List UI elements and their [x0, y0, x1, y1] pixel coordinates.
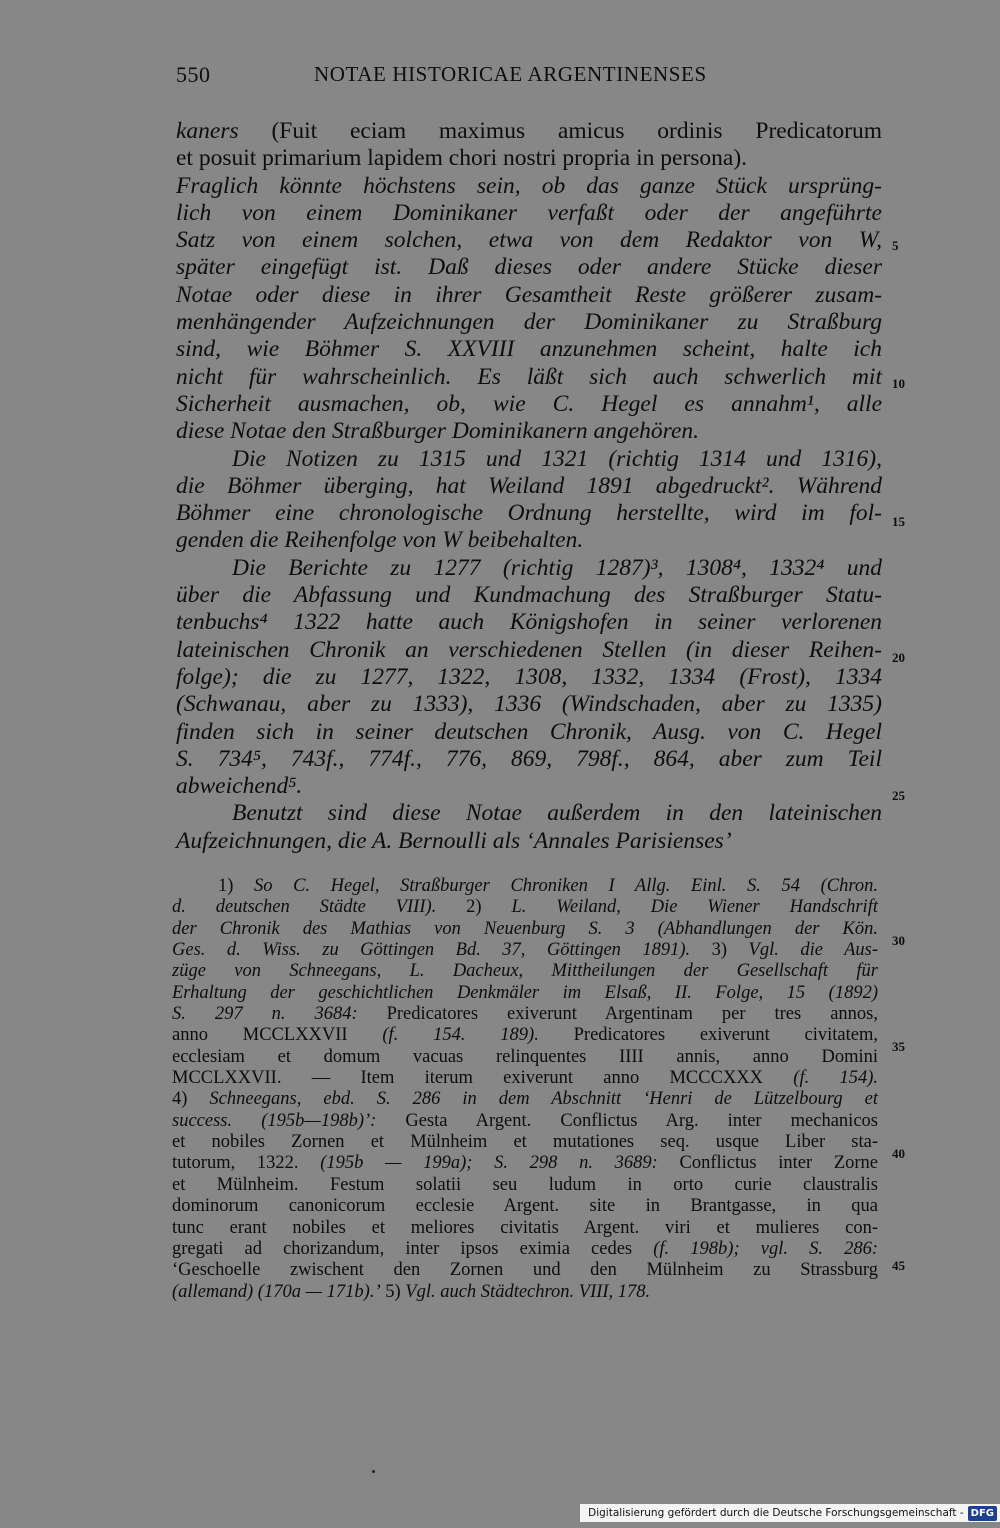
footnote-text-run: (f. 154).: [793, 1068, 878, 1089]
footnote-text-run: S. 297 n. 3684:: [172, 1004, 358, 1025]
body-text-run: lich von einem Dominikaner verfaßt oder der angeführte: [176, 199, 882, 226]
body-text-run: Sicherheit ausmachen, ob, wie C. Hegel es annahm¹, alle: [176, 390, 882, 417]
footnote-line: [172, 1111, 878, 1132]
footnote-text-run: Erhaltung der geschichtlichen Denkmäler im Elsaß, II. Folge, 15 (1892): [172, 982, 878, 1003]
body-line: [176, 828, 882, 855]
body-line: [176, 173, 882, 200]
footnote-text-run: der Chronik des Mathias von Neuenburg S. 3 (Abhandlungen der Kön.: [172, 918, 878, 939]
footnote-text-run: Predicatores exiverunt civitatem,: [538, 1025, 878, 1046]
footnote-line: [172, 876, 878, 897]
body-text-run: et posuit primarium lapidem chori nostri propria in persona).: [176, 145, 748, 172]
footnote-text-run: züge von Schneegans, L. Dacheux, Mittheilungen der Gesellschaft für: [172, 961, 878, 982]
body-line: [176, 609, 882, 636]
body-text-run: (Fuit eciam maximus amicus ordinis Predicatorum: [238, 118, 882, 144]
footnote-line: [172, 1282, 878, 1303]
footnote-text-run: ecclesiam et domum vacuas relinquentes IIII annis, anno Domini: [172, 1046, 878, 1067]
footnote-line: [172, 983, 878, 1004]
footnote-text-run: Gesta Argent. Conflictus Arg. inter mechanicos: [376, 1110, 878, 1131]
body-text-run: abweichend⁵.: [176, 773, 303, 800]
margin-line-number: 30: [892, 933, 905, 948]
footnote-text-run: Ges. d. Wiss. zu Göttingen Bd. 37, Göttingen 1891).: [172, 940, 691, 961]
body-line: [176, 555, 882, 582]
body-line: [176, 773, 882, 800]
footnote-text-run: tunc erant nobiles et meliores civitatis Argent. viri et mulieres con-: [172, 1217, 878, 1238]
footnote-text-run: 4): [172, 1089, 210, 1110]
margin-line-number: 5: [892, 238, 899, 253]
body-text-run: menhängender Aufzeichnungen der Dominikaner zu Straßburg: [176, 309, 882, 336]
body-line: [176, 582, 882, 609]
body-line: [176, 309, 882, 336]
footnote-line: [172, 961, 878, 982]
footnote-line: [172, 1089, 878, 1110]
running-title: NOTAE HISTORICAE ARGENTINENSES: [314, 62, 707, 86]
footnote-text-run: MCCLXXVII. — Item iterum exiverunt anno MCCCXXX: [172, 1068, 794, 1089]
body-line: [176, 254, 882, 281]
body-line: [176, 664, 882, 691]
footnote-line: [172, 1047, 878, 1068]
footnote-text-run: tutorum, 1322.: [172, 1153, 321, 1174]
body-text-run: über die Abfassung und Kundmachung des Straßburger Statu-: [176, 582, 882, 609]
footnote-line: [172, 1025, 878, 1046]
body-text-run: kaners: [176, 118, 239, 144]
body-text-run: Fraglich könnte höchstens sein, ob das ganze Stück ursprüng-: [176, 172, 882, 199]
footnote-text-run: ‘Geschoelle zwischent den Zornen und den Mülnheim zu Strassburg: [172, 1260, 878, 1281]
footnotes: [172, 876, 878, 1303]
body-text-run: folge); die zu 1277, 1322, 1308, 1332, 1334 (Frost), 1334: [176, 663, 882, 690]
footnote-line: [172, 1068, 878, 1089]
footnote-text-run: (f. 154. 189).: [382, 1025, 539, 1046]
margin-line-number: 35: [892, 1039, 905, 1054]
footnote-line: [172, 1260, 878, 1281]
body-line: [176, 145, 882, 172]
footnote-line: [172, 1218, 878, 1239]
body-text-run: Aufzeichnungen, die A. Bernoulli als ‘Annales Parisienses’: [176, 827, 732, 854]
footnote-text-run: et Mülnheim. Festum solatii seu ludum in orto curie claustralis: [172, 1174, 878, 1195]
footnote-text-run: (allemand) (170a — 171b).’: [172, 1281, 381, 1302]
footnote-text-run: Vgl. die Aus-: [748, 940, 878, 961]
body-text-run: Böhmer eine chronologische Ordnung herstellte, wird im fol-: [176, 500, 882, 527]
body-line: [176, 746, 882, 773]
body-line: [176, 282, 882, 309]
footnote-text-run: Vgl. auch Städtechron. VIII, 178.: [405, 1281, 651, 1302]
body-text-run: Die Berichte zu 1277 (richtig 1287)³, 1308⁴, 1332⁴ und: [232, 554, 882, 581]
body-text-run: Satz von einem solchen, etwa von dem Redaktor von W,: [176, 227, 882, 254]
body-line: [176, 719, 882, 746]
footnote-line: [172, 940, 878, 961]
footnote-text-run: 3): [690, 940, 749, 961]
footnote-line: [172, 1239, 878, 1260]
body-text-run: die Böhmer überging, hat Weiland 1891 abgedruckt². Während: [176, 472, 882, 499]
body-line: [176, 200, 882, 227]
margin-line-number: 10: [892, 376, 905, 391]
footnote-text-run: So C. Hegel, Straßburger Chroniken I Allg. Einl. S. 54 (Chron.: [254, 876, 878, 896]
margin-line-number: 15: [892, 514, 905, 529]
body-line: [176, 473, 882, 500]
body-line: [176, 637, 882, 664]
footnote-text-run: Predicatores exiverunt Argentinam per tres annos,: [357, 1004, 878, 1025]
footnote-line: [172, 1132, 878, 1153]
footnote-text-run: et nobiles Zornen et Mülnheim et mutationes seq. usque Liber sta-: [172, 1132, 878, 1153]
body-line: [176, 364, 882, 391]
footnote-text-run: success. (195b—198b)’:: [172, 1110, 377, 1131]
footnote-text-run: L. Weiland, Die Wiener Handschrift: [511, 897, 878, 918]
body-line: [176, 527, 882, 554]
body-line: [176, 336, 882, 363]
footnote-line: [172, 1175, 878, 1196]
body-text-run: lateinischen Chronik an verschiedenen Stellen (in dieser Reihen-: [176, 636, 882, 663]
margin-line-number: 40: [892, 1146, 905, 1161]
margin-line-number: 20: [892, 650, 905, 665]
footnote-text-run: Schneegans, ebd. S. 286 in dem Abschnitt ‘Henri de Lützelbourg et: [209, 1089, 878, 1110]
dfg-logo: DFG: [968, 1506, 997, 1521]
funding-credit-text: Digitalisierung gefördert durch die Deutsche Forschungsgemeinschaft -: [588, 1507, 964, 1519]
footnote-text-run: (f. 198b); vgl. S. 286:: [653, 1238, 878, 1259]
footnote-text-run: 2): [436, 897, 512, 918]
body-line: [176, 418, 882, 445]
body-text-run: S. 734⁵, 743f., 774f., 776, 869, 798f., 864, aber zum Teil: [176, 745, 882, 772]
body-text-run: später eingefügt ist. Daß dieses oder andere Stücke dieser: [176, 254, 882, 281]
stray-mark: [372, 1470, 375, 1473]
body-text-run: sind, wie Böhmer S. XXVIII anzunehmen scheint, halte ich: [176, 336, 882, 363]
footnote-line: [172, 919, 878, 940]
footnote-text-run: d. deutschen Städte VIII).: [172, 897, 437, 918]
footnote-line: [172, 897, 878, 918]
body-text-run: genden die Reihenfolge von W beibehalten.: [176, 527, 584, 554]
margin-line-number: 45: [892, 1258, 905, 1273]
body-text-run: nicht für wahrscheinlich. Es läßt sich auch schwerlich mit: [176, 363, 882, 390]
body-text-run: diese Notae den Straßburger Dominikanern angehören.: [176, 418, 700, 445]
body-line: [176, 691, 882, 718]
body-line: [176, 391, 882, 418]
footnote-text-run: (195b — 199a); S. 298 n. 3689:: [320, 1153, 658, 1174]
main-text: [176, 118, 882, 855]
footnote-text-run: anno MCCLXXVII: [172, 1025, 383, 1046]
body-text-run: Benutzt sind diese Notae außerdem in den lateinischen: [232, 800, 882, 827]
margin-line-number: 25: [892, 788, 905, 803]
page-header: [176, 62, 886, 94]
footnote-text-run: 5): [380, 1281, 406, 1302]
funding-credit-bar: [580, 1504, 1000, 1522]
body-text-run: Notae oder diese in ihrer Gesamtheit Reste größerer zusam-: [176, 281, 882, 308]
footnote-text-run: Conflictus inter Zorne: [657, 1153, 879, 1174]
page-number: 550: [176, 62, 211, 87]
body-text-run: Die Notizen zu 1315 und 1321 (richtig 1314 und 1316),: [232, 445, 882, 472]
footnote-line: [172, 1004, 878, 1025]
body-line: [176, 446, 882, 473]
footnote-text-run: 1): [218, 876, 255, 896]
body-line: [176, 800, 882, 827]
body-text-run: finden sich in seiner deutschen Chronik, Ausg. von C. Hegel: [176, 718, 882, 745]
footnote-text-run: dominorum canonicorum ecclesie Argent. site in Brantgasse, in qua: [172, 1196, 878, 1217]
body-line: [176, 227, 882, 254]
body-line: [176, 500, 882, 527]
body-text-run: tenbuchs⁴ 1322 hatte auch Königshofen in seiner verlorenen: [176, 609, 882, 636]
body-line: [176, 118, 882, 145]
footnote-line: [172, 1196, 878, 1217]
footnote-line: [172, 1153, 878, 1174]
footnote-text-run: gregati ad chorizandum, inter ipsos eximia cedes: [172, 1238, 654, 1259]
body-text-run: (Schwanau, aber zu 1333), 1336 (Windschaden, aber zu 1335): [176, 691, 882, 718]
